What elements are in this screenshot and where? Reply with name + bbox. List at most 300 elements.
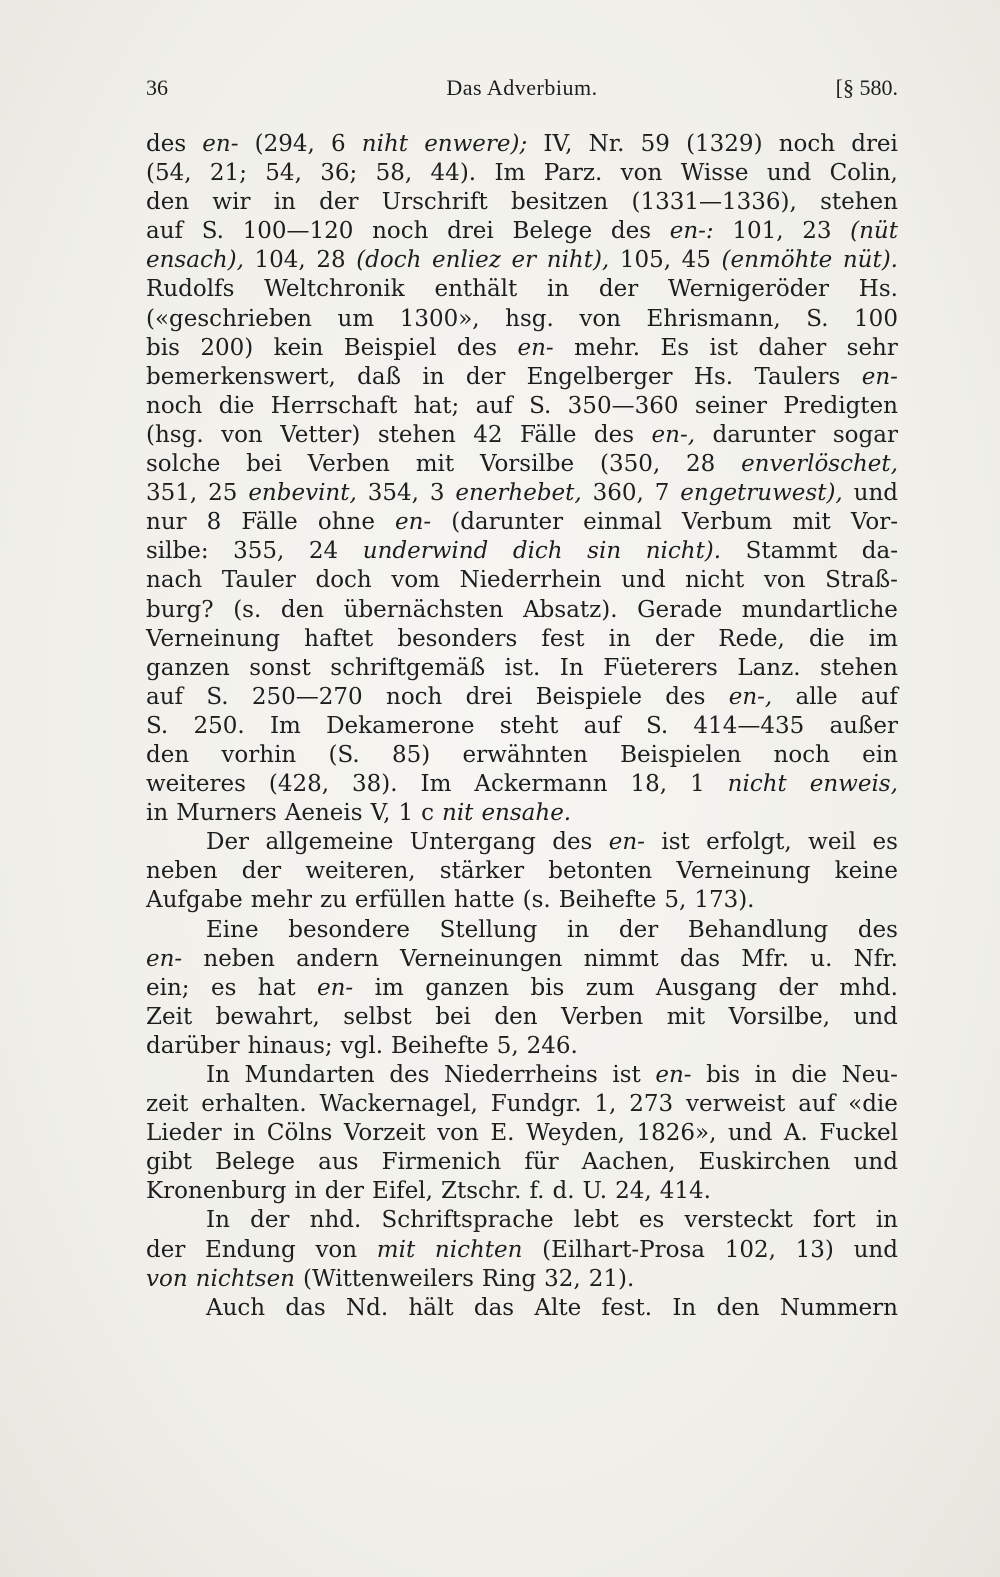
- word: der: [778, 974, 818, 1001]
- word: E.: [490, 1120, 515, 1147]
- word: nit: [442, 800, 474, 827]
- word: neben: [203, 945, 275, 972]
- word: 18,: [630, 771, 668, 798]
- word: vorhin: [221, 741, 297, 768]
- word: 173).: [694, 887, 755, 914]
- word: 100: [854, 305, 898, 332]
- word: Urschrift: [381, 189, 488, 216]
- word: Lanz.: [737, 654, 801, 681]
- word: Hs.: [693, 363, 734, 390]
- word: 24,: [615, 1178, 652, 1205]
- word: Kronenburg: [146, 1178, 287, 1205]
- word: es: [210, 974, 237, 1001]
- word: sehr: [846, 334, 898, 361]
- word: ist: [661, 829, 690, 856]
- word: 23: [802, 218, 832, 245]
- word: (294,: [254, 131, 315, 157]
- word: 273: [629, 1091, 674, 1118]
- word: (Wittenweilers: [303, 1265, 474, 1292]
- word: den: [280, 596, 325, 623]
- word: Verben: [307, 451, 390, 478]
- word: erfüllen: [354, 887, 446, 914]
- word: verweist: [686, 1091, 786, 1118]
- word: mit: [376, 1236, 416, 1263]
- word: auf: [583, 712, 621, 739]
- word: erfolgt,: [706, 829, 792, 856]
- word: (1331—1336),: [631, 189, 797, 216]
- word: nüt).: [842, 247, 898, 274]
- text-line: [146, 1236, 898, 1265]
- word: drei: [447, 218, 494, 245]
- word: in: [233, 1120, 256, 1147]
- word: 414.: [659, 1178, 711, 1205]
- text-line: [146, 916, 898, 945]
- word: in: [273, 189, 296, 216]
- text-line: [146, 625, 898, 654]
- word: steht: [499, 712, 559, 739]
- word: Tauler: [221, 567, 296, 594]
- word: nicht).: [645, 538, 722, 565]
- text-line: [146, 246, 898, 275]
- word: noch: [778, 131, 836, 157]
- word: Verneinungen: [399, 945, 563, 972]
- word: weiteres: [146, 771, 246, 798]
- word: 200): [200, 334, 254, 361]
- word: en-: [655, 1062, 692, 1088]
- word: gibt: [146, 1149, 193, 1176]
- word: Gerade: [637, 596, 723, 623]
- word: 360,: [592, 480, 644, 507]
- word: hat: [257, 974, 296, 1001]
- word: Vor-: [850, 509, 898, 536]
- word: von: [437, 1120, 479, 1147]
- word: 350—360: [567, 392, 679, 419]
- page-number: 36: [146, 75, 168, 100]
- word: und: [853, 480, 898, 507]
- word: ist: [612, 1062, 641, 1088]
- running-title: Das Adverbium.: [446, 75, 598, 100]
- word: alle: [795, 683, 838, 710]
- word: 1826»,: [636, 1120, 717, 1147]
- word: bis: [530, 974, 565, 1001]
- text-line: [146, 828, 898, 857]
- word: im: [374, 974, 404, 1001]
- word: 250.: [193, 712, 245, 739]
- word: Ring: [481, 1265, 537, 1292]
- word: Ztschr.: [440, 1178, 522, 1205]
- word: Untergang: [409, 829, 536, 856]
- word: 8: [206, 509, 222, 536]
- word: den: [494, 1003, 538, 1030]
- word: auf: [146, 683, 184, 710]
- word: Vorzeit: [343, 1120, 426, 1147]
- word: Engelberger: [526, 363, 673, 390]
- word: S.: [201, 218, 224, 245]
- word: 54,: [265, 160, 302, 187]
- word: hält: [408, 1294, 454, 1321]
- word: Murners: [176, 800, 277, 827]
- word: nicht: [727, 771, 787, 798]
- word: 45: [681, 247, 711, 274]
- word: Füeterers: [603, 654, 718, 681]
- word: von: [763, 567, 806, 594]
- word: drei: [465, 683, 513, 710]
- word: nichten: [434, 1236, 523, 1263]
- word: drei: [851, 131, 898, 157]
- word: enerhebet,: [455, 480, 582, 507]
- word: Rudolfs: [146, 276, 235, 303]
- word: enweis,: [809, 771, 898, 798]
- word: Taulers: [754, 363, 841, 390]
- word: dich: [512, 538, 563, 565]
- word: Ehrismann,: [646, 305, 781, 332]
- word: in: [875, 1207, 898, 1234]
- word: und: [621, 567, 666, 594]
- word: nach: [146, 567, 203, 594]
- word: wir: [212, 189, 251, 216]
- word: fort: [813, 1207, 856, 1234]
- word: Ackermann: [474, 771, 608, 798]
- text-line: [146, 857, 898, 886]
- word: 105,: [619, 247, 672, 274]
- word: Straß-: [825, 567, 898, 594]
- word: Es: [660, 334, 690, 361]
- word: Nummern: [779, 1294, 898, 1321]
- word: des: [665, 683, 706, 710]
- word: Eifel,: [372, 1178, 433, 1205]
- word: daß: [357, 363, 401, 390]
- word: in: [608, 625, 631, 652]
- word: doch: [315, 567, 372, 594]
- word: Alte: [534, 1294, 582, 1321]
- word: des: [552, 829, 593, 856]
- word: Rede,: [718, 625, 785, 652]
- word: einmal: [583, 509, 662, 536]
- word: des: [857, 916, 898, 943]
- text-line: [146, 741, 898, 770]
- word: d.: [552, 1178, 575, 1205]
- word: 58,: [375, 160, 413, 187]
- word: 246.: [526, 1032, 578, 1059]
- word: den: [146, 741, 190, 768]
- word: Wisse: [680, 160, 749, 187]
- word: V,: [370, 800, 391, 827]
- word: kein: [273, 334, 324, 361]
- word: Vorsilbe,: [728, 1003, 831, 1030]
- word: enthält: [434, 276, 518, 303]
- word: Beispiele: [535, 683, 642, 710]
- word: 355,: [233, 538, 285, 565]
- word: des: [146, 131, 187, 157]
- word: die: [791, 1062, 828, 1088]
- word: er: [511, 247, 537, 274]
- word: Lieder: [146, 1120, 222, 1147]
- word: S.: [146, 712, 169, 739]
- word: enbevint,: [248, 480, 357, 507]
- word: und: [727, 1120, 773, 1147]
- word: (1329): [686, 131, 763, 157]
- body-text: [146, 130, 898, 1323]
- word: niht: [361, 131, 409, 157]
- word: ist: [709, 334, 738, 361]
- word: in: [146, 800, 169, 827]
- text-line: [146, 508, 898, 537]
- word: Belege: [215, 1149, 295, 1176]
- word: auf: [475, 392, 513, 419]
- word: Neu-: [841, 1062, 898, 1088]
- text-line: [146, 1265, 898, 1294]
- word: um: [337, 305, 375, 332]
- word: und: [853, 1003, 898, 1030]
- word: 102,: [724, 1236, 776, 1263]
- word: Wackernagel,: [319, 1091, 478, 1118]
- text-line: [146, 683, 898, 712]
- word: Hs.: [858, 276, 898, 303]
- text-line: [146, 1148, 898, 1177]
- word: Colin,: [829, 160, 898, 187]
- word: von: [146, 1265, 188, 1292]
- word: sonst: [249, 654, 311, 681]
- word: des: [610, 218, 652, 245]
- word: en-: [317, 974, 354, 1001]
- word: erhalten.: [201, 1091, 307, 1118]
- word: den: [146, 189, 190, 216]
- word: 1300»,: [399, 305, 480, 332]
- word: 13): [795, 1236, 834, 1263]
- word: zu: [319, 887, 347, 914]
- word: sogar: [832, 421, 898, 448]
- word: haftet: [304, 625, 374, 652]
- word: u.: [810, 945, 833, 972]
- word: Im: [494, 160, 526, 187]
- word: Verneinung: [146, 625, 281, 652]
- word: Niederrheins: [444, 1062, 598, 1088]
- text-line: [146, 886, 898, 915]
- word: aus: [318, 1149, 359, 1176]
- word: den: [716, 1294, 760, 1321]
- word: die: [218, 392, 255, 419]
- word: en-: [608, 829, 645, 856]
- text-line: [146, 1061, 898, 1090]
- word: Cölns: [266, 1120, 333, 1147]
- word: 21).: [588, 1265, 635, 1292]
- word: 59: [640, 131, 670, 157]
- word: des: [456, 334, 498, 361]
- word: 354,: [367, 480, 419, 507]
- word: auf: [798, 1091, 836, 1118]
- word: 3: [429, 480, 445, 507]
- word: 24: [308, 538, 339, 565]
- word: keine: [834, 858, 898, 885]
- word: solche: [146, 451, 221, 478]
- word: der: [250, 1207, 290, 1234]
- word: da-: [861, 538, 898, 565]
- word: auf: [146, 218, 184, 245]
- text-line: [146, 275, 898, 304]
- word: mit: [666, 1003, 706, 1030]
- word: fest: [541, 625, 585, 652]
- text-line: [146, 654, 898, 683]
- word: In: [206, 1207, 230, 1234]
- word: silbe:: [146, 538, 209, 565]
- word: schriftgemäß: [330, 654, 486, 681]
- word: S.: [206, 683, 229, 710]
- word: mhd.: [839, 974, 898, 1001]
- word: S.: [645, 712, 669, 739]
- text-line: [146, 945, 898, 974]
- word: Vetter): [280, 421, 361, 448]
- word: 28: [316, 247, 346, 274]
- word: stärker: [439, 858, 525, 885]
- word: bis: [146, 334, 180, 361]
- word: stehen: [820, 189, 898, 216]
- word: besonders: [397, 625, 518, 652]
- word: fest.: [601, 1294, 653, 1321]
- word: der: [319, 189, 359, 216]
- word: ensahe.: [481, 800, 572, 827]
- word: hat;: [413, 392, 460, 419]
- word: bei: [435, 1003, 471, 1030]
- word: 21;: [209, 160, 247, 187]
- word: bewahrt,: [215, 1003, 320, 1030]
- word: engetruwest),: [680, 480, 843, 507]
- text-line: [146, 712, 898, 741]
- word: versteckt: [684, 1207, 793, 1234]
- word: Beihefte: [558, 887, 657, 914]
- text-line: [146, 130, 898, 159]
- word: von: [315, 1236, 358, 1263]
- word: Verbum: [681, 509, 773, 536]
- text-line: [146, 305, 898, 334]
- word: en-: [517, 334, 554, 361]
- word: (doch: [356, 247, 422, 274]
- word: Mundarten: [244, 1062, 375, 1088]
- word: im: [868, 625, 898, 652]
- word: weiteren,: [305, 858, 416, 885]
- word: allgemeine: [265, 829, 394, 856]
- running-header: [146, 75, 898, 107]
- word: Firmenich: [381, 1149, 502, 1176]
- text-line: [146, 392, 898, 421]
- text-line: [146, 450, 898, 479]
- word: ein;: [146, 974, 190, 1001]
- word: 1: [398, 800, 414, 827]
- word: 32,: [544, 1265, 581, 1292]
- word: c: [421, 800, 435, 827]
- word: Verben: [560, 1003, 644, 1030]
- word: Stammt: [745, 538, 838, 565]
- word: 85): [392, 741, 431, 768]
- word: (nüt: [850, 218, 898, 245]
- word: das: [473, 1294, 515, 1321]
- word: mehr: [250, 887, 312, 914]
- word: 6: [331, 131, 346, 157]
- word: Ausgang: [655, 974, 758, 1001]
- word: 7: [654, 480, 670, 507]
- word: Nd.: [345, 1294, 389, 1321]
- word: 5,: [496, 1032, 519, 1059]
- word: stehen: [820, 654, 898, 681]
- word: Nr.: [588, 131, 625, 157]
- word: en-: [861, 363, 898, 390]
- word: 25: [208, 480, 238, 507]
- word: mit: [415, 451, 455, 478]
- text-line: [146, 1003, 898, 1032]
- word: Fälle: [520, 421, 577, 448]
- word: underwind: [362, 538, 489, 565]
- word: weil: [808, 829, 857, 856]
- word: übernächsten: [343, 596, 504, 623]
- word: In: [559, 654, 584, 681]
- word: selbst: [343, 1003, 412, 1030]
- text-line: [146, 363, 898, 392]
- word: mit: [792, 509, 831, 536]
- word: nicht: [685, 567, 745, 594]
- word: Aufgabe: [146, 887, 243, 914]
- word: Beihefte: [391, 1032, 489, 1059]
- word: («geschrieben: [146, 305, 312, 332]
- word: 1: [690, 771, 705, 798]
- word: Dekamerone: [326, 712, 475, 739]
- word: ensach),: [146, 247, 244, 274]
- word: en-:: [669, 218, 714, 245]
- word: der: [324, 1178, 365, 1205]
- word: Euskirchen: [698, 1149, 831, 1176]
- word: Aachen,: [581, 1149, 676, 1176]
- word: die: [808, 625, 845, 652]
- word: bemerkenswert,: [146, 363, 336, 390]
- word: Im: [420, 771, 452, 798]
- word: hsg.: [505, 305, 554, 332]
- word: Stellung: [439, 916, 538, 943]
- word: Im: [269, 712, 301, 739]
- word: Schriftsprache: [381, 1207, 554, 1234]
- word: Auch: [206, 1294, 266, 1321]
- word: en-,: [651, 421, 696, 448]
- word: in: [754, 1062, 777, 1088]
- word: des: [389, 1062, 430, 1088]
- word: der: [465, 363, 506, 390]
- word: von: [620, 160, 663, 187]
- word: das: [285, 1294, 326, 1321]
- word: (Eilhart-Prosa: [542, 1236, 705, 1263]
- word: (350,: [599, 451, 661, 478]
- word: IV,: [543, 131, 573, 157]
- word: «die: [848, 1091, 898, 1118]
- word: es: [638, 1207, 665, 1234]
- word: mundartliche: [741, 596, 898, 623]
- word: besondere: [288, 916, 410, 943]
- word: (enmöhte: [721, 247, 833, 274]
- word: des: [593, 421, 635, 448]
- word: lebt: [573, 1207, 619, 1234]
- text-line: [146, 770, 898, 799]
- word: Zeit: [146, 1003, 193, 1030]
- word: Vorsilbe: [479, 451, 575, 478]
- word: nhd.: [309, 1207, 362, 1234]
- word: Fälle: [241, 509, 298, 536]
- word: nur: [146, 509, 187, 536]
- word: 250—270: [251, 683, 363, 710]
- word: zeit: [146, 1091, 189, 1118]
- text-line: [146, 1294, 898, 1323]
- word: 36;: [320, 160, 358, 187]
- word: (s.: [522, 887, 551, 914]
- word: hatte: [453, 887, 515, 914]
- word: und: [766, 160, 812, 187]
- word: darüber: [146, 1032, 240, 1059]
- word: hinaus;: [247, 1032, 333, 1059]
